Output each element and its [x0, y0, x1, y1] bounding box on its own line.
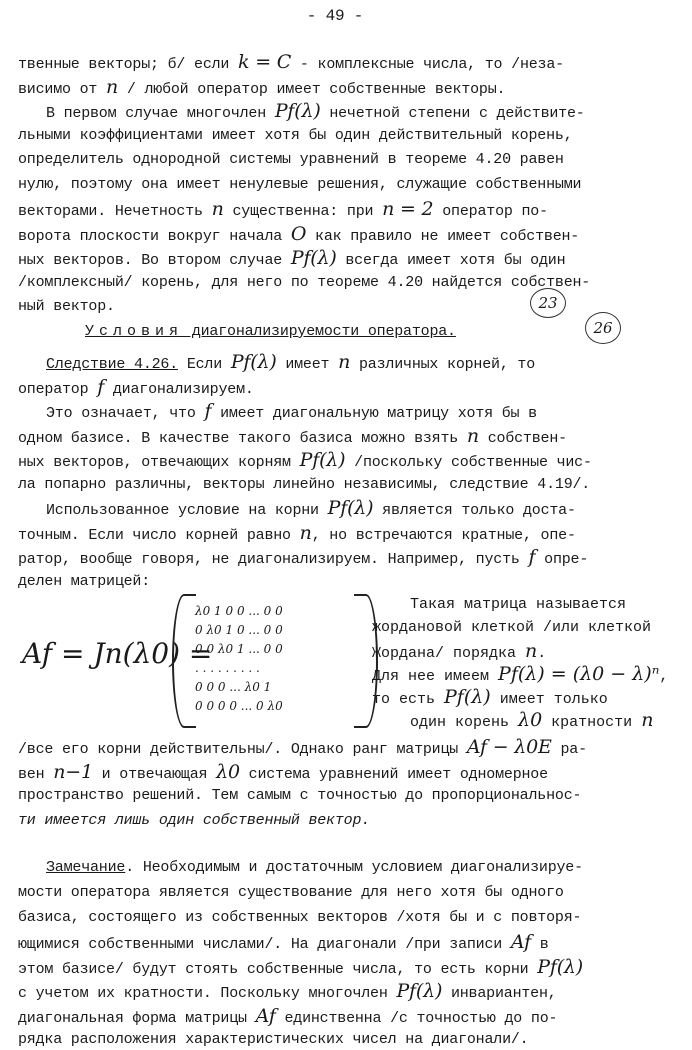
text-segment: . Необходимым и достаточным условием диагонализируе-	[125, 859, 583, 876]
text-segment: кратности	[542, 714, 642, 731]
handwritten-math: Pf(λ)	[327, 497, 374, 519]
text-segment: Жордана/ порядка	[372, 645, 526, 662]
paragraph-6-line	[18, 883, 652, 903]
handwritten-math: n = 2	[382, 198, 434, 220]
text-segment: с учетом их кратности. Поскольку многочлен	[18, 985, 397, 1002]
paragraph-6-line	[18, 957, 652, 980]
heading-rest: диагонализируемости оператора.	[183, 323, 456, 340]
text-segment: ратор, вообще говоря, не диагонализируем. Например, пусть	[18, 551, 529, 568]
handwritten-math: f	[204, 400, 212, 422]
text-segment: нулю, поэтому она имеет ненулевые решения, служащие собственными	[18, 175, 582, 193]
handwritten-math: Pf(λ)	[230, 351, 277, 373]
handwritten-math: λ0	[518, 709, 543, 731]
text-segment: векторами. Нечетность	[18, 203, 212, 220]
page-number: - 49 -	[306, 7, 364, 25]
text-segment: одном базисе. В качестве такого базиса можно взять	[18, 429, 467, 447]
paragraph-6-line	[18, 1030, 652, 1050]
text-segment: Это означает, что	[46, 405, 205, 422]
side-text-line	[372, 617, 654, 639]
handwritten-math: n	[106, 76, 119, 98]
paragraph-3-line	[18, 450, 652, 473]
paragraph-4-line	[18, 547, 652, 570]
text-segment: диагональная форма матрицы	[18, 1009, 256, 1027]
handwritten-math: Pf(λ)	[444, 686, 491, 708]
handwritten-math: Pf(λ)	[396, 980, 443, 1002]
handwritten-math: λ0	[216, 760, 240, 783]
corollary-line-1	[46, 352, 652, 375]
paragraph-1-line	[18, 77, 652, 100]
section-heading	[85, 322, 605, 342]
handwritten-math: f	[528, 546, 536, 568]
text-segment: жордановой клеткой /или клеткой	[372, 619, 652, 636]
matrix-row: λ0 1 0 0 ... 0 0	[195, 604, 283, 618]
paragraph-2-line	[18, 150, 652, 170]
text-segment: ный вектор.	[18, 298, 115, 315]
handwritten-math: n	[299, 521, 312, 544]
text-segment: имеет диагональную матрицу хотя бы в	[211, 405, 537, 422]
remark-label: Замечание	[46, 859, 126, 876]
handwritten-math: k = C	[238, 51, 292, 73]
text-segment: точным. Если число корней равно	[18, 526, 300, 544]
matrix-row: 0 0 λ0 1 ... 0 0	[195, 642, 283, 656]
text-segment: /комплексный/ корень, для него по теореме 4.20 найдется собствен-	[18, 273, 591, 291]
paragraph-5-line	[18, 786, 652, 806]
handwritten-math: Af − λ0E	[466, 736, 552, 758]
handwritten-math: n	[641, 709, 654, 731]
handwritten-math: n	[338, 351, 351, 373]
handwritten-circle-mark-26: 26	[585, 312, 621, 344]
text-segment: .	[537, 645, 547, 662]
text-segment: имеет только	[490, 691, 608, 708]
remark-line-1	[46, 858, 652, 878]
text-segment: ворота плоскости вокруг начала	[18, 227, 291, 245]
handwritten-math: Pf(λ) = (λ0 − λ)ⁿ	[498, 663, 660, 685]
paragraph-5-line	[18, 762, 652, 785]
paragraph-5-line	[18, 737, 652, 760]
matrix-left-bracket	[172, 594, 196, 728]
text-segment: твенные векторы; б/ если	[18, 56, 239, 73]
heading-spaced-word: Условия	[85, 323, 184, 340]
text-segment: система уравнений имеет одномерное	[239, 765, 548, 783]
text-segment: различных корней, то	[350, 356, 536, 373]
text-segment: висимо от	[18, 81, 107, 98]
paragraph-1-line	[18, 52, 652, 75]
text-segment: В первом случае многочлен	[46, 105, 275, 122]
handwritten-math: n	[525, 640, 538, 662]
paragraph-3-line	[18, 475, 652, 495]
text-segment: собствен-	[478, 429, 567, 447]
text-segment: в	[530, 936, 549, 953]
handwritten-math: n	[466, 424, 479, 447]
text-segment: базиса, состоящего из собственных векторов /хотя бы и с повторя-	[18, 908, 582, 926]
handwritten-math: n	[211, 198, 224, 220]
text-segment: /поскольку собственные чис-	[345, 454, 592, 471]
text-segment: опре-	[535, 551, 589, 568]
text-segment: ,	[659, 668, 669, 685]
paragraph-3-line	[18, 426, 652, 449]
text-segment: является только доста-	[373, 502, 576, 519]
text-segment: один корень	[410, 714, 519, 731]
text-segment: пространство решений. Тем самым с точностью до пропорциональнос-	[18, 787, 582, 804]
text-segment: льными коэффициентами имеет хотя бы один действительный корень,	[18, 126, 573, 144]
text-segment: Для нее имеем	[372, 668, 499, 685]
paragraph-6-line	[18, 908, 652, 928]
handwritten-math: Pf(λ)	[299, 449, 346, 471]
text-segment: единственна /с точностью до по-	[275, 1009, 558, 1027]
side-text-line	[372, 663, 669, 688]
paragraph-2-line	[18, 199, 652, 222]
text-segment: Если	[178, 356, 231, 373]
text-segment: рядка расположения характеристических чисел на диагонали/.	[18, 1031, 529, 1048]
handwritten-math: f	[97, 376, 105, 398]
text-segment: ла попарно различны, векторы линейно независимы, следствие 4.19/.	[18, 475, 591, 493]
text-segment: то есть	[372, 691, 445, 708]
text-segment: мости оператора является существование для него хотя бы одного	[18, 884, 564, 901]
text-segment: существенна: при	[223, 203, 383, 220]
text-segment: как правило не имеет собствен-	[306, 227, 580, 245]
side-text-line	[410, 709, 692, 734]
text-segment: вен	[18, 765, 54, 783]
text-segment: оператор по-	[433, 203, 548, 220]
handwritten-math: n−1	[53, 760, 93, 783]
handwritten-math: Af	[510, 931, 531, 953]
paragraph-6-line	[18, 1006, 652, 1029]
text-segment: всегда имеет хотя бы один	[336, 252, 566, 269]
text-segment: Использованное условие на корни	[46, 502, 328, 519]
paragraph-2-line	[46, 101, 652, 124]
text-segment: ра-	[551, 741, 587, 758]
paragraph-2-line	[18, 126, 652, 146]
text-segment: диагонализируем.	[104, 381, 254, 398]
paragraph-6-line	[18, 932, 652, 955]
text-segment: определитель однородной системы уравнений в теореме 4.20 равен	[18, 151, 564, 168]
text-segment: оператор	[18, 381, 98, 398]
text-segment: инвариантен,	[442, 985, 557, 1002]
text-segment: ющимися собственными числами/. На диагонали /при записи	[18, 936, 511, 953]
matrix-row: . . . . . . . . .	[195, 661, 260, 675]
text-segment: /все его корни действительны/. Однако ранг матрицы	[18, 741, 467, 758]
text-segment: нечетной степени с действите-	[320, 105, 585, 122]
text-segment: , но встречаются кратные, опе-	[311, 526, 576, 544]
paragraph-5-line	[18, 811, 652, 831]
handwritten-math: Pf(λ)	[537, 955, 583, 978]
handwritten-math: Pf(λ)	[290, 247, 337, 269]
paragraph-4-line	[18, 572, 652, 592]
paragraph-2-line	[18, 248, 652, 271]
text-segment: - комплексные числа, то /неза-	[291, 56, 564, 73]
text-segment: ных векторов. Во втором случае	[18, 252, 291, 269]
side-text-line	[410, 594, 692, 616]
paragraph-3-line	[46, 401, 652, 424]
handwritten-circle-mark-23: 23	[530, 288, 566, 318]
paragraph-2-line	[18, 224, 652, 247]
side-text-line	[372, 686, 654, 711]
text-segment: ти имеется лишь один собственный вектор.	[18, 811, 371, 829]
text-segment: / любой оператор имеет собственные векторы.	[118, 81, 506, 98]
paragraph-6-line	[18, 981, 652, 1004]
text-segment: этом базисе/ будут стоять собственные числа, то есть корни	[18, 960, 538, 978]
corollary-label: Следствие 4.26.	[46, 356, 179, 373]
matrix-row: 0 0 0 0 ... 0 λ0	[195, 699, 283, 713]
corollary-line	[18, 377, 652, 400]
text-segment: и отвечающая	[92, 765, 217, 783]
handwritten-math: Pf(λ)	[274, 100, 321, 122]
handwritten-math: O	[290, 222, 307, 245]
text-segment: ных векторов, отвечающих корням	[18, 454, 300, 471]
text-segment: делен матрицей:	[18, 572, 151, 590]
paragraph-4-line	[18, 523, 652, 546]
text-segment: имеет	[276, 356, 339, 373]
handwritten-math: Af	[255, 1004, 276, 1027]
jordan-formula: Af = Jn(λ0) =	[22, 637, 213, 670]
paragraph-4-line	[46, 498, 652, 521]
matrix-row: 0 λ0 1 0 ... 0 0	[195, 623, 283, 637]
text-segment: Такая матрица называется	[410, 596, 627, 613]
side-text-line	[372, 640, 654, 665]
matrix-row: 0 0 0 ... λ0 1	[195, 680, 272, 694]
paragraph-2-line	[18, 175, 652, 195]
